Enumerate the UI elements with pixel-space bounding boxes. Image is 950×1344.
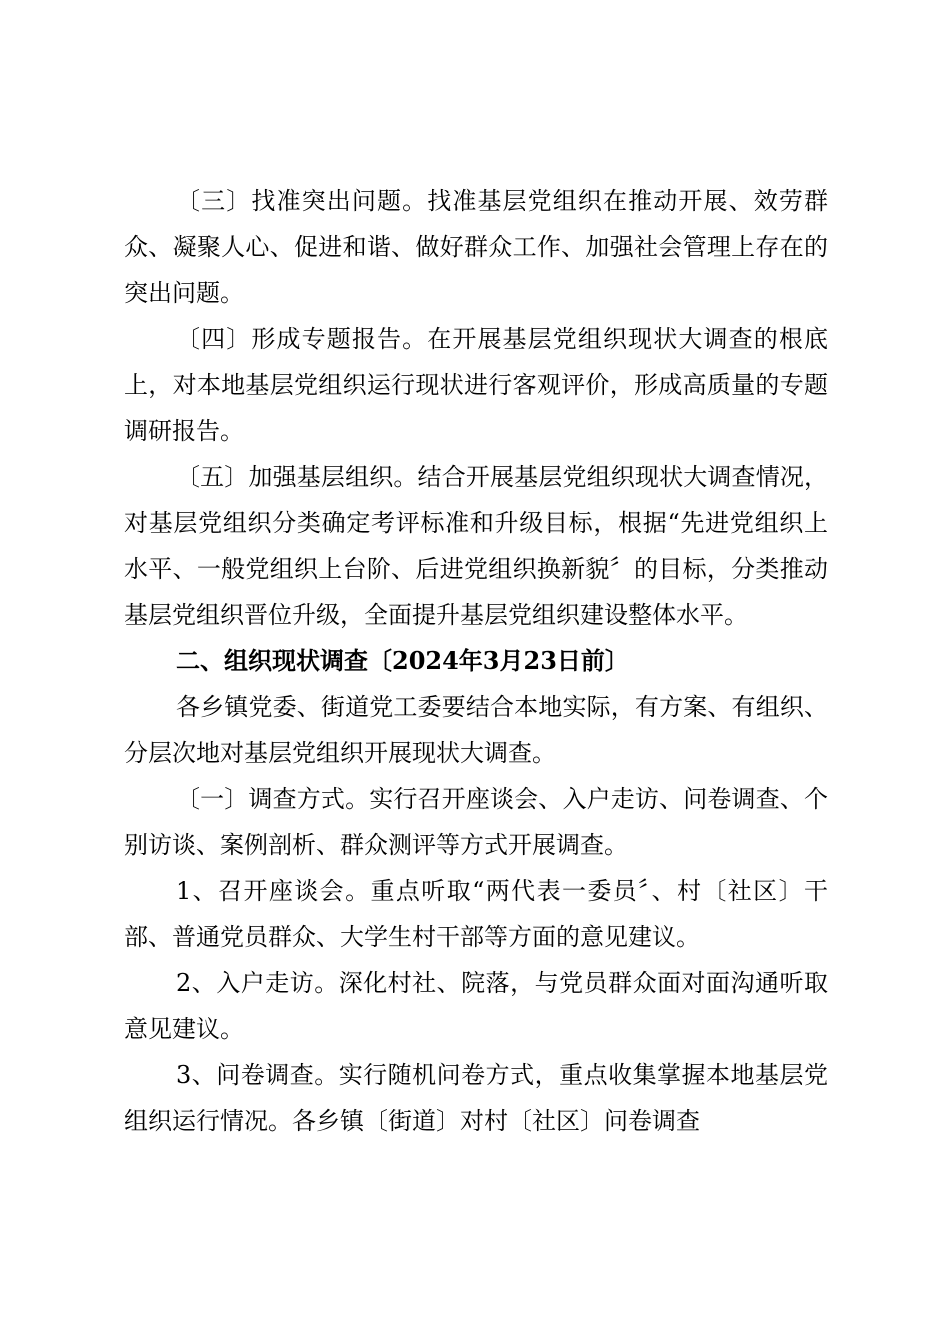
paragraph-method-1: 1、召开座谈会。重点听取“两代表一委员〞、村〔社区〕干部、普通党员群众、大学生村干部等方面的意见建议。 xyxy=(124,877,828,951)
paragraph-item-four: 〔四〕形成专题报告。在开展基层党组织现状大调查的根底上，对本地基层党组织运行现状进行客观评价，形成高质量的专题调研报告。 xyxy=(124,325,828,445)
paragraph-item-five: 〔五〕加强基层组织。结合开展基层党组织现状大调查情况，对基层党组织分类确定考评标准和升级目标，根据“先进党组织上水平、一般党组织上台阶、后进党组织换新貌〞的目标，分类推动基层党组织晋位升级，全面提升基层党组织建设整体水平。 xyxy=(124,463,828,629)
paragraph-method-3: 3、问卷调查。实行随机问卷方式，重点收集掌握本地基层党组织运行情况。各乡镇〔街道〕对村〔社区〕问卷调查 xyxy=(124,1061,828,1135)
paragraph-item-three: 〔三〕找准突出问题。找准基层党组织在推动开展、效劳群众、凝聚人心、促进和谐、做好群众工作、加强社会管理上存在的突出问题。 xyxy=(124,187,828,307)
paragraph-section-intro: 各乡镇党委、街道党工委要结合本地实际，有方案、有组织、分层次地对基层党组织开展现状大调查。 xyxy=(124,693,828,767)
document-body xyxy=(124,178,828,1144)
section-heading-two: 二、组织现状调查〔2024年3月23日前〕 xyxy=(176,646,629,675)
paragraph-survey-methods: 〔一〕调查方式。实行召开座谈会、入户走访、问卷调查、个别访谈、案例剖析、群众测评等方式开展调查。 xyxy=(124,785,828,859)
paragraph-method-2: 2、入户走访。深化村社、院落，与党员群众面对面沟通听取意见建议。 xyxy=(124,969,828,1043)
